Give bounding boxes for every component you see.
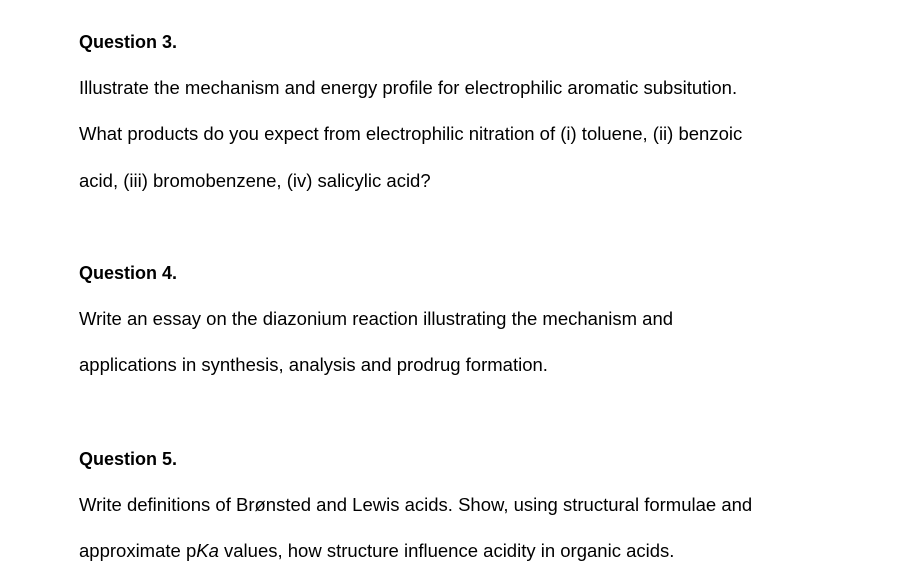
question-5-line-2-before: approximate p [79, 540, 197, 561]
question-4-line-1: Write an essay on the diazonium reaction illustrating the mechanism and [79, 308, 674, 329]
question-5-line-1: Write definitions of Brønsted and Lewis acids. Show, using structural formulae and [79, 494, 753, 515]
question-4-line-2: applications in synthesis, analysis and prodrug formation. [79, 354, 548, 375]
question-3-line-2: What products do you expect from electrophilic nitration of (i) toluene, (ii) benzoic [79, 123, 743, 144]
question-5-heading: Question 5. [79, 449, 178, 469]
question-5-line-2-after: values, how structure influence acidity in organic acids. [218, 540, 675, 561]
question-3-line-3: acid, (iii) bromobenzene, (iv) salicylic acid? [79, 170, 431, 191]
pka-italic: Ka [196, 540, 219, 561]
question-3-heading: Question 3. [79, 32, 178, 52]
question-5-line-2 [79, 540, 674, 562]
question-4-heading: Question 4. [79, 263, 178, 283]
question-3-line-1: Illustrate the mechanism and energy profile for electrophilic aromatic subsitution. [79, 77, 738, 98]
